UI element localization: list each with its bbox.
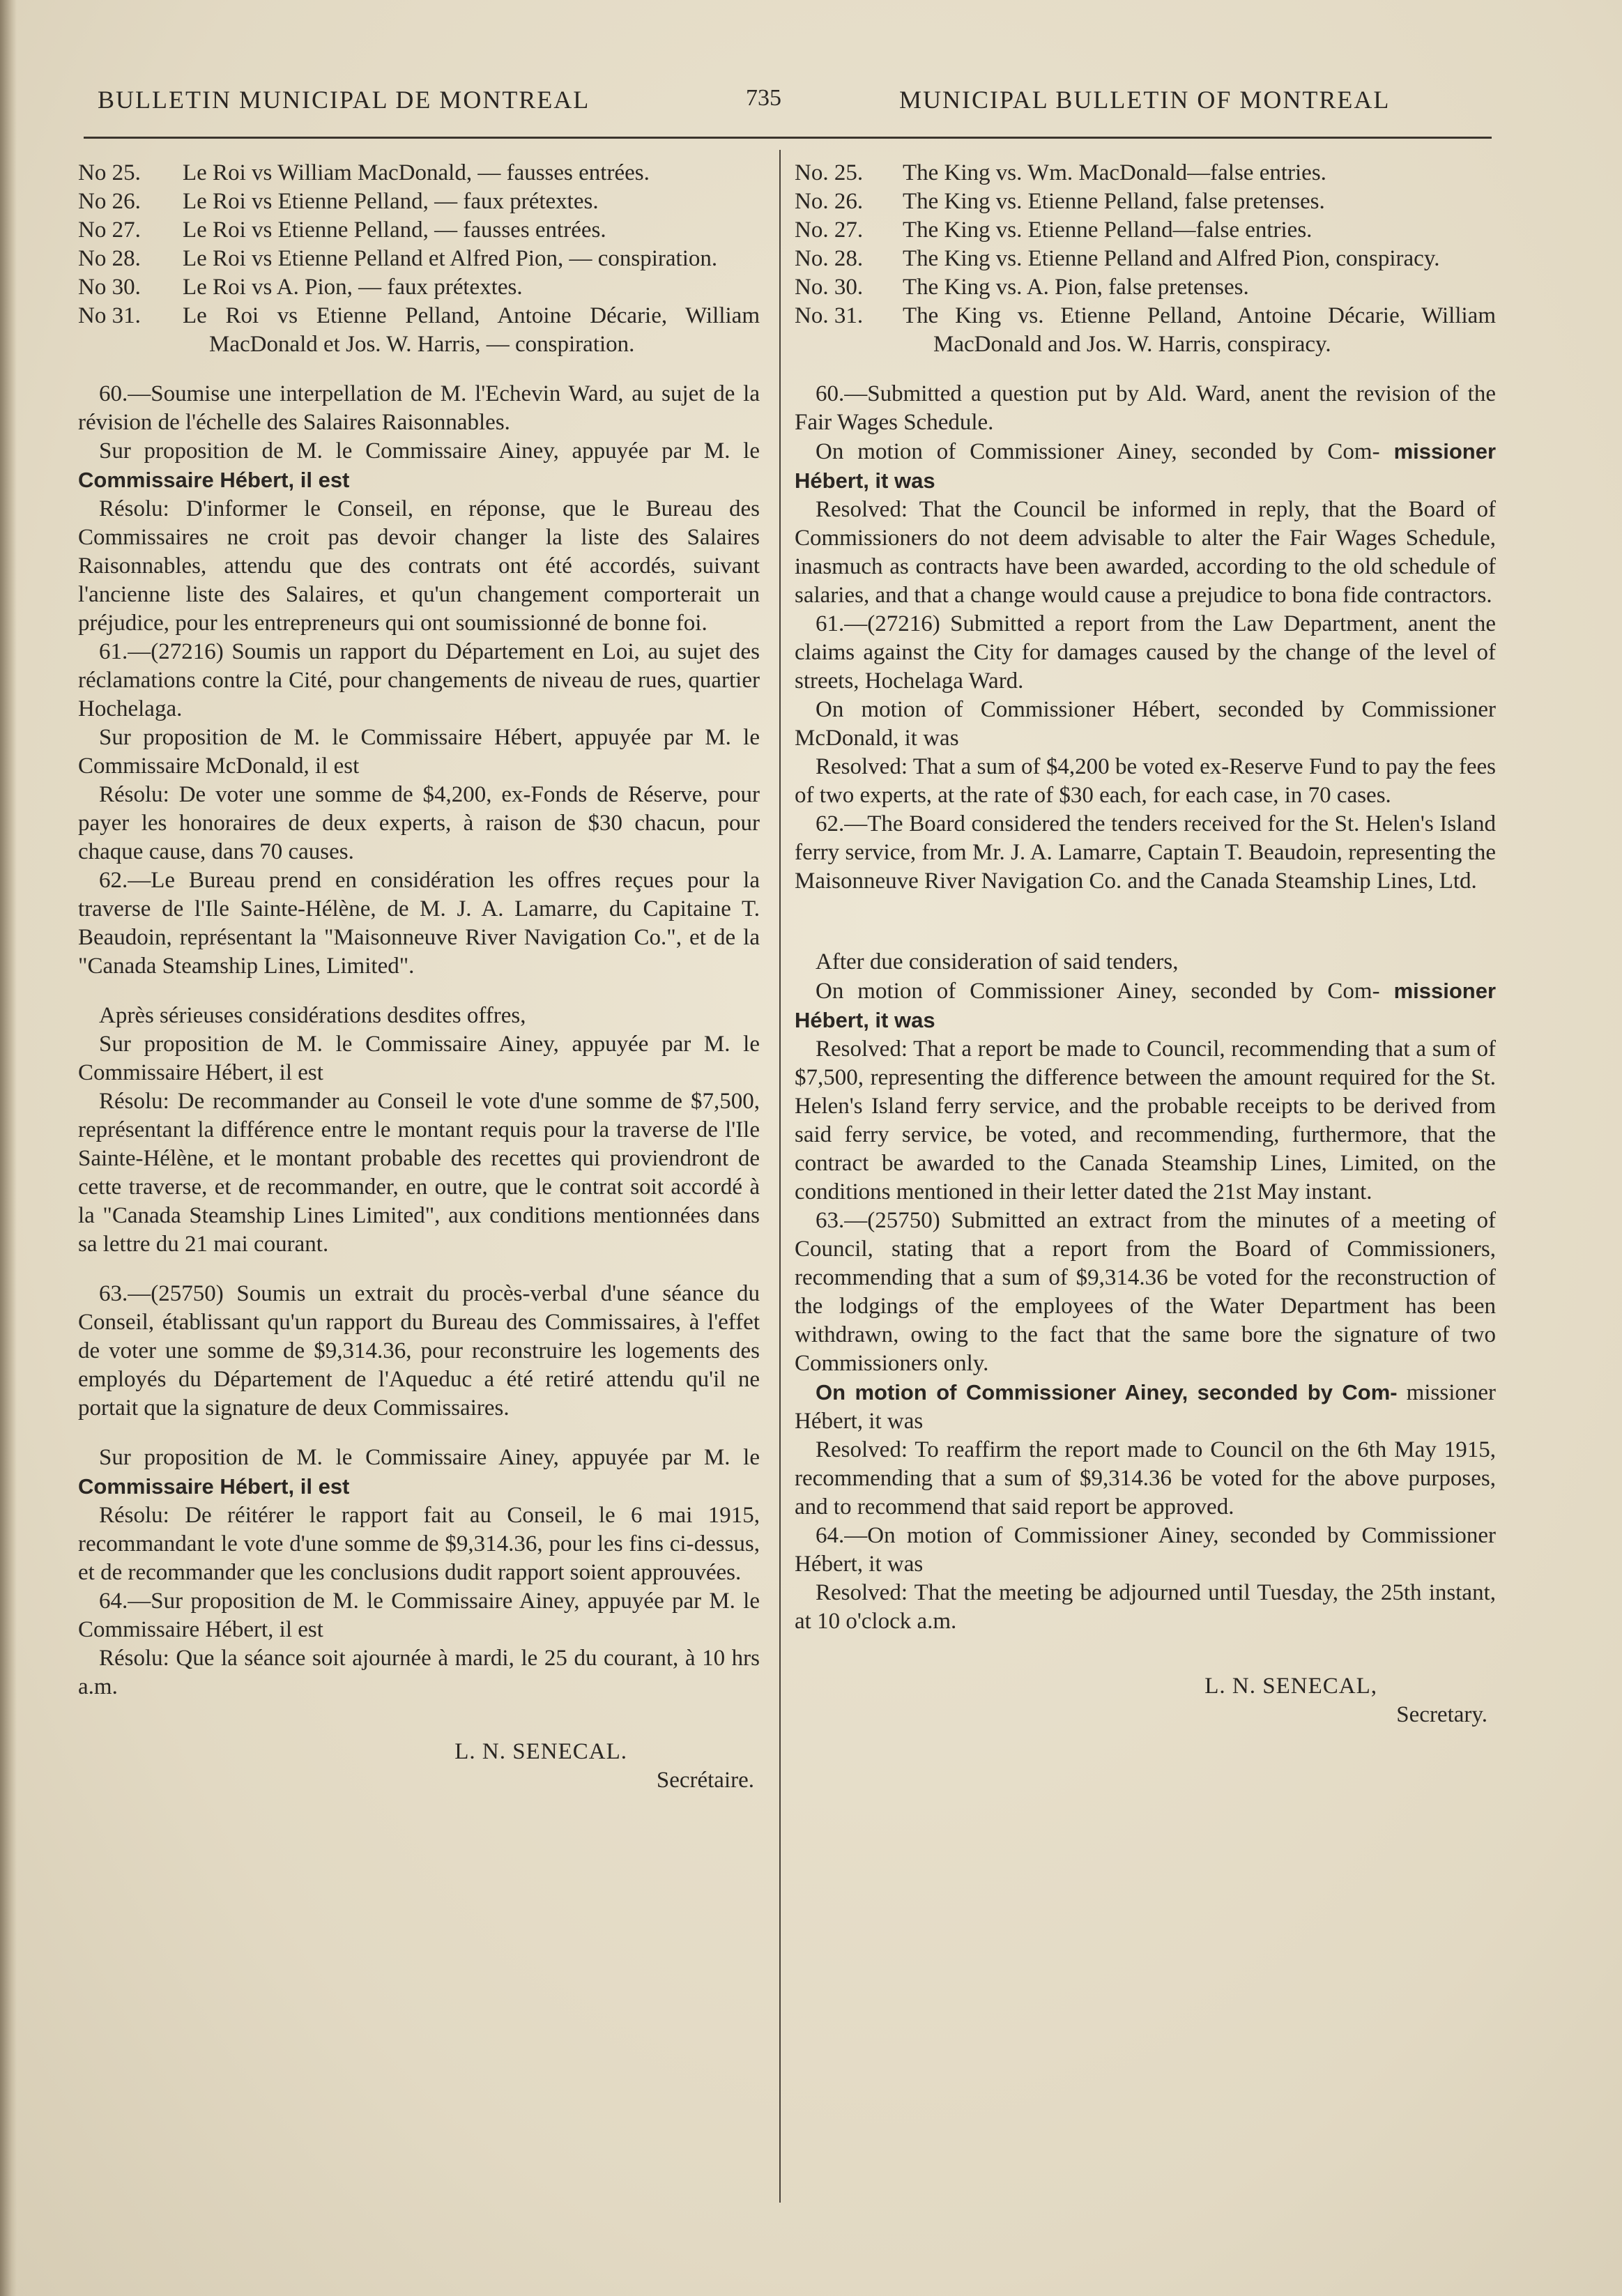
item-60-resolution: Résolu: D'informer le Conseil, en réponse, que le Bureau des Commissaires ne croit pas devoir changer la liste des Salaires Raisonnables, attendu que des contrats ont été accordés, suivant l'ancienne liste des Salaires, et qu'un changement comporterait un préjudice, pour les entrepreneurs qui ont soumissionné de bonne foi. — [78, 496, 760, 636]
english-column — [795, 159, 1496, 1729]
item-62-resolution: Resolved: That a report be made to Council, recommending that a sum of $7,500, representing the difference between the amount required for the St. Helen's Island ferry service, and the probable receipts to be derived from said ferry service, be voted, and recommending, furthermore, that the contract be awarded to the Canada Steamship Lines, Limited, on the conditions mentioned in their letter dated the 21st May instant. — [795, 1036, 1496, 1204]
item-61-resolution: Résolu: De voter une somme de $4,200, ex-Fonds de Réserve, pour payer les honoraires de deux experts, à raison de $30 chacun, pour chaque cause, dans 70 causes. — [78, 782, 760, 864]
case-number: No 31. — [78, 303, 141, 328]
case-number: No. 31. — [795, 303, 864, 328]
french-column — [78, 159, 760, 1795]
case-entry — [795, 216, 1496, 245]
case-number: No 30. — [78, 275, 141, 300]
case-entry — [78, 273, 760, 302]
item-63-text: 63.—(25750) Submitted an extract from the minutes of a meeting of Council, stating that a report from the Board of Commissioners, recommending that a sum of $9,314.36 be voted for the reconstruction of the lodgings of the employees of the Water Department has been withdrawn, owing to the fact that the same bore the signature of two Commissioners only. — [795, 1208, 1496, 1376]
case-number: No. 27. — [795, 217, 864, 243]
case-entry — [78, 216, 760, 245]
case-number: No. 25. — [795, 160, 864, 185]
case-text: The King vs. Etienne Pelland and Alfred Pion, conspiracy. — [903, 246, 1440, 271]
case-text: Le Roi vs Etienne Pelland, — faux prétextes. — [183, 189, 599, 214]
item-60-resolution: Resolved: That the Council be informed in reply, that the Board of Commissioners do not deem advisable to alter the Fair Wages Schedule, inasmuch as contracts have been awarded, according to the old schedule of salaries, and that a change would cause a prejudice to bona fide contractors. — [795, 497, 1496, 608]
item-60-text: 60.—Submitted a question put by Ald. Ward, anent the revision of the Fair Wages Schedule. — [795, 381, 1496, 435]
header-french-title: BULLETIN MUNICIPAL DE MONTREAL — [98, 86, 590, 114]
case-entry — [78, 159, 760, 187]
case-number: No 26. — [78, 189, 141, 214]
case-text: The King vs. A. Pion, false pretenses. — [903, 275, 1249, 300]
case-entry — [795, 187, 1496, 216]
case-number: No. 28. — [795, 246, 864, 271]
item-63-resolution: Resolved: To reaffirm the report made to Council on the 6th May 1915, recommending that a sum of $9,314.36 be voted for the above purposes, and to recommend that said report be approved. — [795, 1437, 1496, 1520]
case-number: No 28. — [78, 246, 141, 271]
case-number: No 27. — [78, 217, 141, 243]
column-divider — [779, 150, 781, 2203]
header-english-title: MUNICIPAL BULLETIN OF MONTREAL — [899, 86, 1391, 114]
case-text: The King vs. Etienne Pelland, Antoine Décarie, William MacDonald and Jos. W. Harris, conspiracy. — [903, 303, 1496, 357]
item-63-text: 63.—(25750) Soumis un extrait du procès-verbal d'une séance du Conseil, établissant qu'un rapport du Bureau des Commissaires, à l'effet de voter une somme de $9,314.36, pour reconstruire les logements des employés du Département de l'Aqueduc a été retiré attendu qu'il ne portait que la signature de deux Commissaires. — [78, 1281, 760, 1421]
item-62-consideration: After due consideration of said tenders, — [816, 949, 1179, 974]
item-62-consideration: Après sérieuses considérations desdites offres, — [99, 1003, 526, 1028]
item-64-text: 64.—On motion of Commissioner Ainey, seconded by Commissioner Hébert, it was — [795, 1523, 1496, 1577]
case-number: No. 30. — [795, 275, 864, 300]
item-64-resolution: Résolu: Que la séance soit ajournée à mardi, le 25 du courant, à 10 hrs a.m. — [78, 1646, 760, 1699]
item-61-motion: On motion of Commissioner Hébert, seconded by Commissioner McDonald, it was — [795, 697, 1496, 751]
item-64-text: 64.—Sur proposition de M. le Commissaire Ainey, appuyée par M. le Commissaire Hébert, il est — [78, 1589, 760, 1642]
item-62-motion: Sur proposition de M. le Commissaire Ainey, appuyée par M. le Commissaire Hébert, il est — [78, 1032, 760, 1085]
signature-block — [795, 1672, 1496, 1729]
case-text: Le Roi vs Etienne Pelland, — fausses entrées. — [183, 217, 606, 243]
signature-title: Secretary. — [1396, 1702, 1487, 1727]
case-text: The King vs. Etienne Pelland—false entries. — [903, 217, 1313, 243]
item-63-motion: Sur proposition de M. le Commissaire Ainey, appuyée par M. le Commissaire Hébert, il est — [78, 1445, 760, 1499]
case-text: Le Roi vs Etienne Pelland, Antoine Décarie, William MacDonald et Jos. W. Harris, — conspiration. — [183, 303, 760, 357]
page-number: 735 — [746, 85, 781, 111]
header-rule — [84, 137, 1492, 139]
item-64-resolution: Resolved: That the meeting be adjourned until Tuesday, the 25th instant, at 10 o'clock a.m. — [795, 1580, 1496, 1634]
item-62-resolution: Résolu: De recommander au Conseil le vote d'une somme de $7,500, représentant la différence entre le montant requis pour la traverse de l'Ile Sainte-Hélène, et le montant probable des recettes qui proviendront de cette traverse, et de recommander, en outre, que le contrat soit accordé à la "Canada Steamship Lines Limited", aux conditions mentionnées dans sa lettre du 21 mai courant. — [78, 1089, 760, 1257]
case-text: The King vs. Wm. MacDonald—false entries. — [903, 160, 1326, 185]
signature-name: L. N. SENECAL. — [454, 1739, 627, 1764]
case-number: No 25. — [78, 160, 141, 185]
case-text: The King vs. Etienne Pelland, false pretenses. — [903, 189, 1325, 214]
case-entry — [78, 302, 760, 359]
case-text: Le Roi vs A. Pion, — faux prétextes. — [183, 275, 523, 300]
item-61-text: 61.—(27216) Submitted a report from the Law Department, anent the claims against the City for damages caused by the change of the level of streets, Hochelaga Ward. — [795, 611, 1496, 694]
item-62-text: 62.—The Board considered the tenders received for the St. Helen's Island ferry service, from Mr. J. A. Lamarre, Captain T. Beaudoin, representing the Maisonneuve River Navigation Co. and the Canada Steamship Lines, Ltd. — [795, 811, 1496, 894]
item-61-text: 61.—(27216) Soumis un rapport du Département en Loi, au sujet des réclamations contre la Cité, pour changements de niveau de rues, quartier Hochelaga. — [78, 639, 760, 721]
item-60-motion: Sur proposition de M. le Commissaire Ainey, appuyée par M. le Commissaire Hébert, il est — [78, 438, 760, 492]
item-61-motion: Sur proposition de M. le Commissaire Hébert, appuyée par M. le Commissaire McDonald, il est — [78, 725, 760, 779]
binding-shadow — [0, 0, 17, 2296]
signature-block — [78, 1738, 760, 1795]
item-60-text: 60.—Soumise une interpellation de M. l'Echevin Ward, au sujet de la révision de l'échelle des Salaires Raisonnables. — [78, 381, 760, 435]
case-entry — [795, 302, 1496, 359]
case-text: Le Roi vs William MacDonald, — fausses entrées. — [183, 160, 650, 185]
signature-title: Secrétaire. — [656, 1768, 754, 1793]
case-entry — [78, 245, 760, 273]
item-63-motion: On motion of Commissioner Ainey, seconded by Com- missioner Hébert, it was — [795, 1380, 1496, 1434]
item-63-resolution: Résolu: De réitérer le rapport fait au Conseil, le 6 mai 1915, recommandant le vote d'une somme de $9,314.36, pour les fins ci-dessus, et de recommander que les conclusions dudit rapport soient approuvées. — [78, 1503, 760, 1585]
case-number: No. 26. — [795, 189, 864, 214]
case-entry — [795, 273, 1496, 302]
item-61-resolution: Resolved: That a sum of $4,200 be voted ex-Reserve Fund to pay the fees of two experts, at the rate of $30 each, for each case, in 70 cases. — [795, 754, 1496, 808]
item-62-text: 62.—Le Bureau prend en considération les offres reçues pour la traverse de l'Ile Sainte-Hélène, de M. J. A. Lamarre, du Capitaine T. Beaudoin, représentant la "Maisonneuve River Navigation Co.", et de la "Canada Steamship Lines, Limited". — [78, 868, 760, 979]
item-60-motion: On motion of Commissioner Ainey, seconded by Com- missioner Hébert, it was — [795, 439, 1497, 493]
case-text: Le Roi vs Etienne Pelland et Alfred Pion, — conspiration. — [183, 246, 718, 271]
case-entry — [78, 187, 760, 216]
case-entry — [795, 159, 1496, 187]
case-entry — [795, 245, 1496, 273]
signature-name: L. N. SENECAL, — [1204, 1674, 1377, 1699]
item-62-motion: On motion of Commissioner Ainey, seconded by Com- missioner Hébert, it was — [795, 979, 1497, 1032]
